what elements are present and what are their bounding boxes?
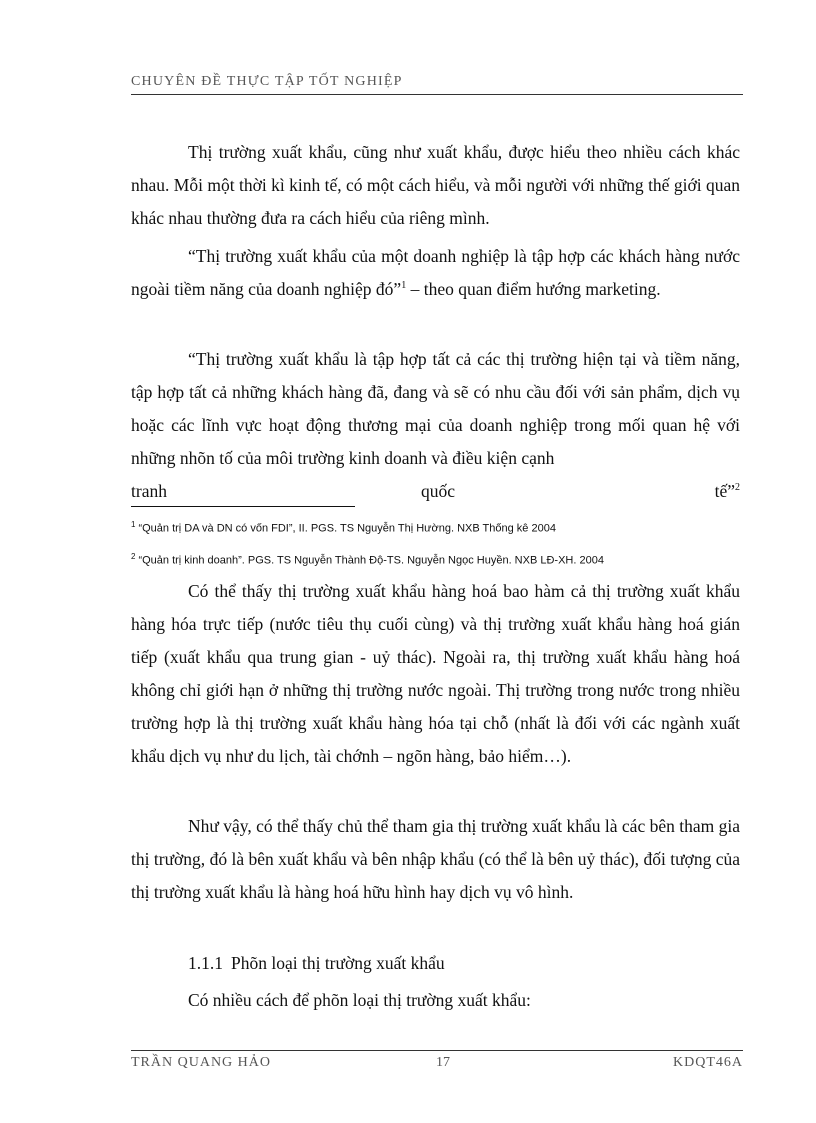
paragraph-3-word-3 (715, 481, 740, 502)
paragraph-3-last-line (131, 481, 740, 507)
footer-class-code: KDQT46A (673, 1055, 743, 1070)
footer-page-number: 17 (436, 1055, 450, 1070)
paragraph-6: Có nhiều cách để phõn loại thị trường xuất khẩu: (188, 990, 531, 1010)
footnote-1-marker: 1 (131, 520, 136, 529)
footnote-separator (131, 506, 355, 507)
paragraph-3-word-2: quốc (421, 481, 456, 501)
footer-author: TRẦN QUANG HẢO (131, 1055, 271, 1070)
section-heading (188, 953, 445, 974)
paragraph-5: Như vậy, có thể thấy chủ thể tham gia thị trường xuất khẩu là các bên tham gia thị trường, đó là bên xuất khẩu và bên nhập khẩu (có thể là bên uỷ thác), đối tượng của thị trường xuất khẩu là hàng hoá hữu hình hay dịch vụ vô hình. (131, 816, 740, 902)
section-title: Phõn loại thị trường xuất khẩu (231, 953, 445, 973)
section-number: 1.1.1 (188, 953, 223, 973)
footnote-ref-1: 1 (401, 280, 407, 292)
footnote-2-text: “Quản trị kinh doanh”. PGS. TS Nguyễn Thành Độ-TS. Nguyễn Ngọc Huyền. NXB LĐ-XH. 2004 (138, 554, 604, 567)
footnote-1 (131, 518, 743, 536)
paragraph-4: Có thể thấy thị trường xuất khẩu hàng hoá bao hàm cả thị trường xuất khẩu hàng hóa trực tiếp (nước tiêu thụ cuối cùng) và thị trường xuất khẩu hàng hoá gián tiếp (xuất khẩu qua trung gian - uỷ thác). Ngoài ra, thị trường xuất khẩu hàng hoá không chỉ giới hạn ở những thị trường nước ngoài. Thị trường trong nước trong nhiều trường hợp là thị trường xuất khẩu hàng hóa tại chỗ (nhất là đối với các ngành xuất khẩu dịch vụ như du lịch, tài chớnh – ngõn hàng, bảo hiểm…). (131, 581, 740, 766)
footnote-2 (131, 550, 743, 568)
paragraph-3-word-1: tranh (131, 481, 167, 501)
footnote-1-text: “Quản trị DA và DN có vốn FDI”, II. PGS. TS Nguyễn Thị Hường. NXB Thống kê 2004 (138, 522, 556, 535)
paragraph-2 (131, 240, 740, 306)
page-footer (131, 1050, 743, 1075)
paragraph-1: Thị trường xuất khẩu, cũng như xuất khẩu, được hiểu theo nhiều cách khác nhau. Mỗi một thời kì kinh tế, có một cách hiểu, và mỗi người với những thế giới quan khác nhau thường đưa ra cách hiểu của riêng mình. (131, 142, 740, 228)
footnote-2-marker: 2 (131, 552, 136, 561)
page-header (131, 72, 743, 95)
paragraph-3-word-3-text: tế” (714, 481, 735, 501)
footnote-ref-2: 2 (735, 482, 740, 494)
paragraph-2-quote: “Thị trường xuất khẩu của một doanh nghiệp là tập hợp các khách hàng nước ngoài tiềm năng của doanh nghiệp đó” (131, 246, 740, 299)
header-title: CHUYÊN ĐỀ THỰC TẬP TỐT NGHIỆP (131, 74, 403, 89)
paragraph-3: “Thị trường xuất khẩu là tập hợp tất cả các thị trường hiện tại và tiềm năng, tập hợp tất cả những khách hàng đã, đang và sẽ có nhu cầu đối với sản phẩm, dịch vụ hoặc các lĩnh vực hoạt động thương mại của doanh nghiệp trong mối quan hệ với những nhõn tố của môi trường kinh doanh và điều kiện cạnh (131, 349, 740, 468)
paragraph-2-tail: – theo quan điểm hướng marketing. (406, 279, 661, 299)
